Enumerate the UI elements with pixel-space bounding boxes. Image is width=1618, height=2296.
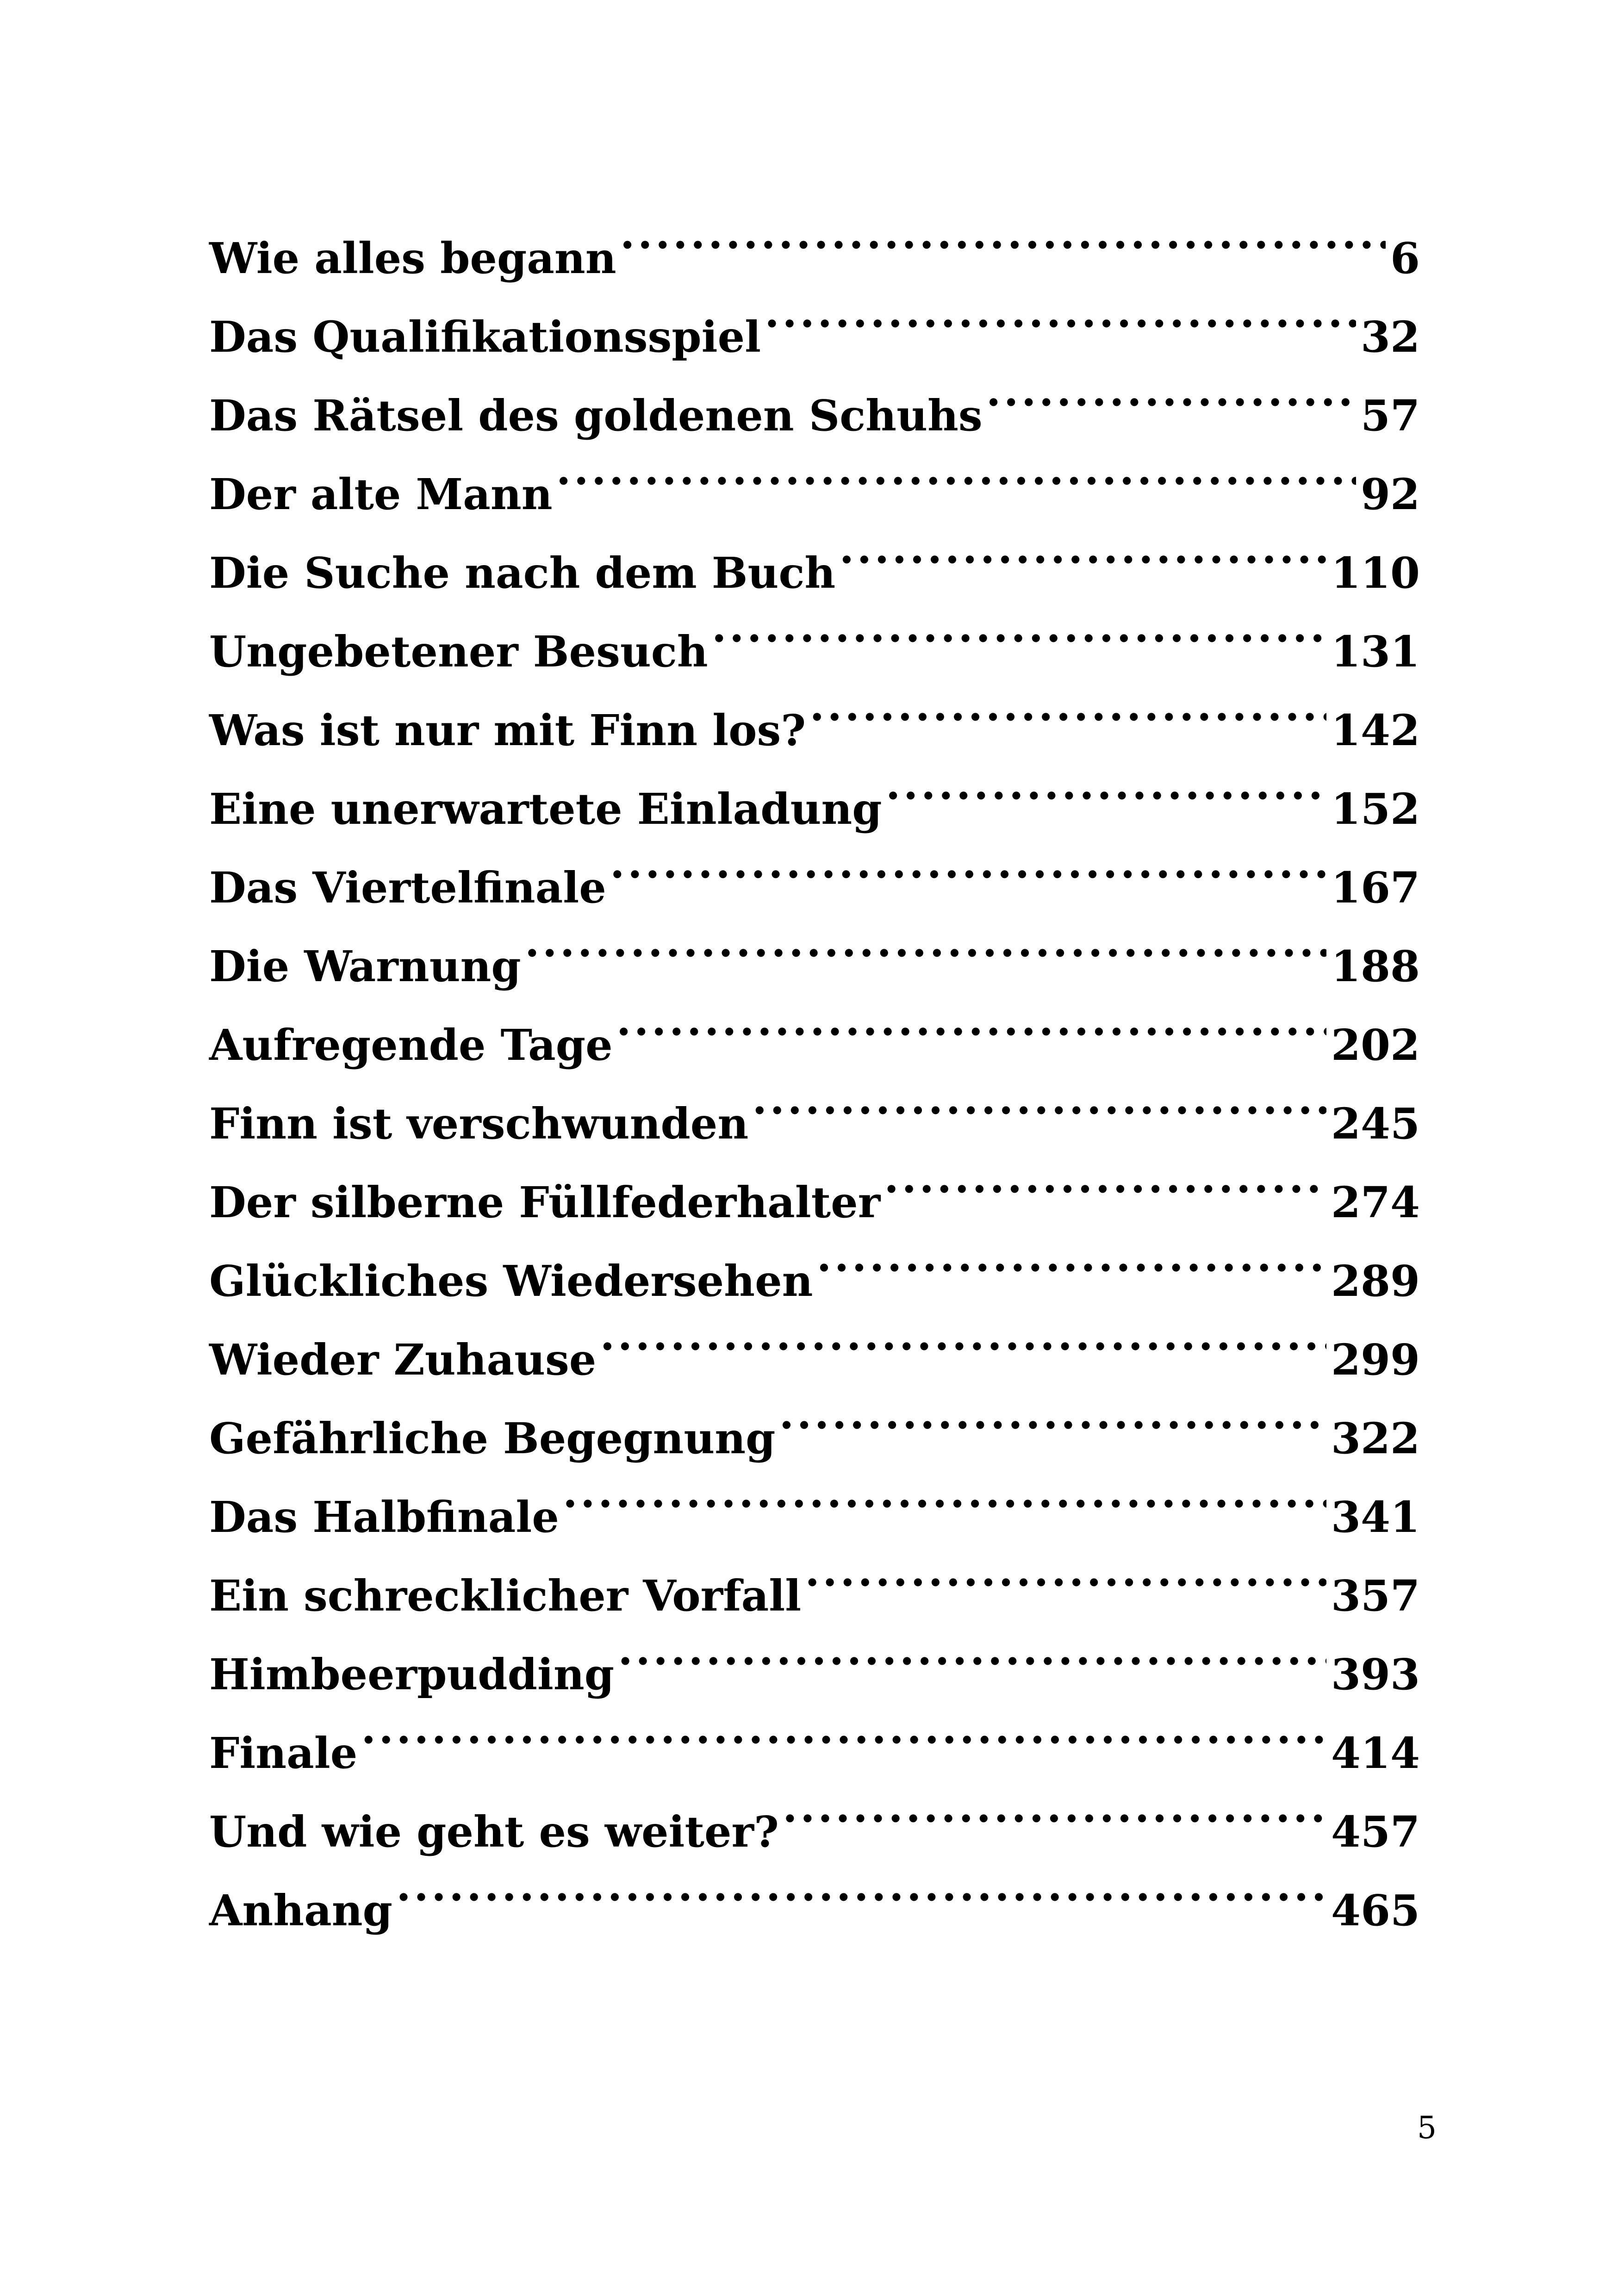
toc-dot-leader <box>361 1689 1326 1768</box>
toc-entry-page: 152 <box>1331 784 1420 834</box>
toc-dot-leader <box>765 273 1356 352</box>
toc-dot-leader <box>712 588 1326 666</box>
toc-entry-title: Ungebetener Besuch <box>209 627 708 677</box>
toc-entry-title: Aufregende Tage <box>209 1020 613 1070</box>
toc-entry-page: 110 <box>1331 548 1420 598</box>
toc-dot-leader <box>556 430 1356 509</box>
toc-entry[interactable] <box>209 1689 1420 1778</box>
toc-dot-leader <box>986 352 1356 430</box>
toc-entry-page: 341 <box>1331 1492 1420 1542</box>
toc-dot-leader <box>817 1217 1326 1296</box>
toc-dot-leader <box>610 824 1326 902</box>
toc-entry-page: 322 <box>1331 1413 1420 1463</box>
toc-entry-title: Das Qualifikationsspiel <box>209 312 761 362</box>
toc-dot-leader <box>884 1139 1326 1217</box>
toc-dot-leader <box>396 1847 1326 1925</box>
toc-entry-page: 274 <box>1331 1177 1420 1227</box>
toc-entry-page: 188 <box>1331 941 1420 991</box>
toc-entry-page: 167 <box>1331 863 1420 913</box>
toc-entry-page: 245 <box>1331 1099 1420 1149</box>
toc-entry-title: Himbeerpudding <box>209 1649 615 1699</box>
toc-entry-page: 289 <box>1331 1256 1420 1306</box>
toc-entry-title: Der silberne Füllfederhalter <box>209 1177 881 1227</box>
toc-dot-leader <box>783 1768 1326 1847</box>
toc-entry-title: Das Viertelfinale <box>209 863 606 913</box>
toc-entry-title: Das Halbfinale <box>209 1492 559 1542</box>
toc-dot-leader <box>839 509 1326 588</box>
toc-dot-leader <box>779 1375 1326 1453</box>
toc-dot-leader <box>805 1532 1326 1611</box>
toc-entry[interactable] <box>209 194 1420 283</box>
toc-entry-title: Was ist nur mit Finn los? <box>209 705 806 755</box>
toc-entry-page: 6 <box>1390 233 1420 283</box>
toc-dot-leader <box>618 1611 1326 1689</box>
toc-dot-leader <box>563 1453 1326 1532</box>
toc-entry-title: Die Suche nach dem Buch <box>209 548 836 598</box>
toc-entry-title: Ein schrecklicher Vorfall <box>209 1571 802 1621</box>
toc-entry-title: Das Rätsel des goldenen Schuhs <box>209 391 983 441</box>
toc-entry[interactable] <box>209 1768 1420 1857</box>
toc-dot-leader <box>752 1060 1326 1139</box>
toc-entry-page: 414 <box>1331 1728 1420 1778</box>
toc-entry-page: 131 <box>1331 627 1420 677</box>
toc-entry-title: Anhang <box>209 1885 392 1935</box>
toc-entry-page: 393 <box>1331 1649 1420 1699</box>
toc-dot-leader <box>616 981 1326 1060</box>
toc-entry-title: Wieder Zuhause <box>209 1335 597 1385</box>
toc-entry-page: 142 <box>1331 705 1420 755</box>
toc-entry-page: 92 <box>1360 469 1420 519</box>
toc-entry-title: Finn ist verschwunden <box>209 1099 749 1149</box>
toc-dot-leader <box>600 1296 1326 1375</box>
toc-entry-title: Glückliches Wiedersehen <box>209 1256 813 1306</box>
toc-dot-leader <box>809 666 1326 745</box>
toc-entry-title: Und wie geht es weiter? <box>209 1807 779 1857</box>
page-number: 5 <box>1417 2110 1437 2146</box>
toc-entry-title: Gefährliche Begegnung <box>209 1413 776 1463</box>
toc-dot-leader <box>525 902 1326 981</box>
toc-dot-leader <box>620 194 1386 273</box>
toc-entry-page: 457 <box>1331 1807 1420 1857</box>
toc-entry-title: Finale <box>209 1728 358 1778</box>
table-of-contents <box>209 194 1420 1935</box>
toc-entry-page: 57 <box>1360 391 1420 441</box>
toc-dot-leader <box>886 745 1326 824</box>
toc-entry-page: 465 <box>1331 1885 1420 1935</box>
toc-entry-page: 32 <box>1360 312 1420 362</box>
toc-entry-title: Eine unerwartete Einladung <box>209 784 882 834</box>
toc-entry-title: Der alte Mann <box>209 469 553 519</box>
toc-entry-page: 202 <box>1331 1020 1420 1070</box>
toc-entry-title: Wie alles begann <box>209 233 616 283</box>
toc-entry-title: Die Warnung <box>209 941 521 991</box>
toc-entry-page: 357 <box>1331 1571 1420 1621</box>
toc-entry-page: 299 <box>1331 1335 1420 1385</box>
